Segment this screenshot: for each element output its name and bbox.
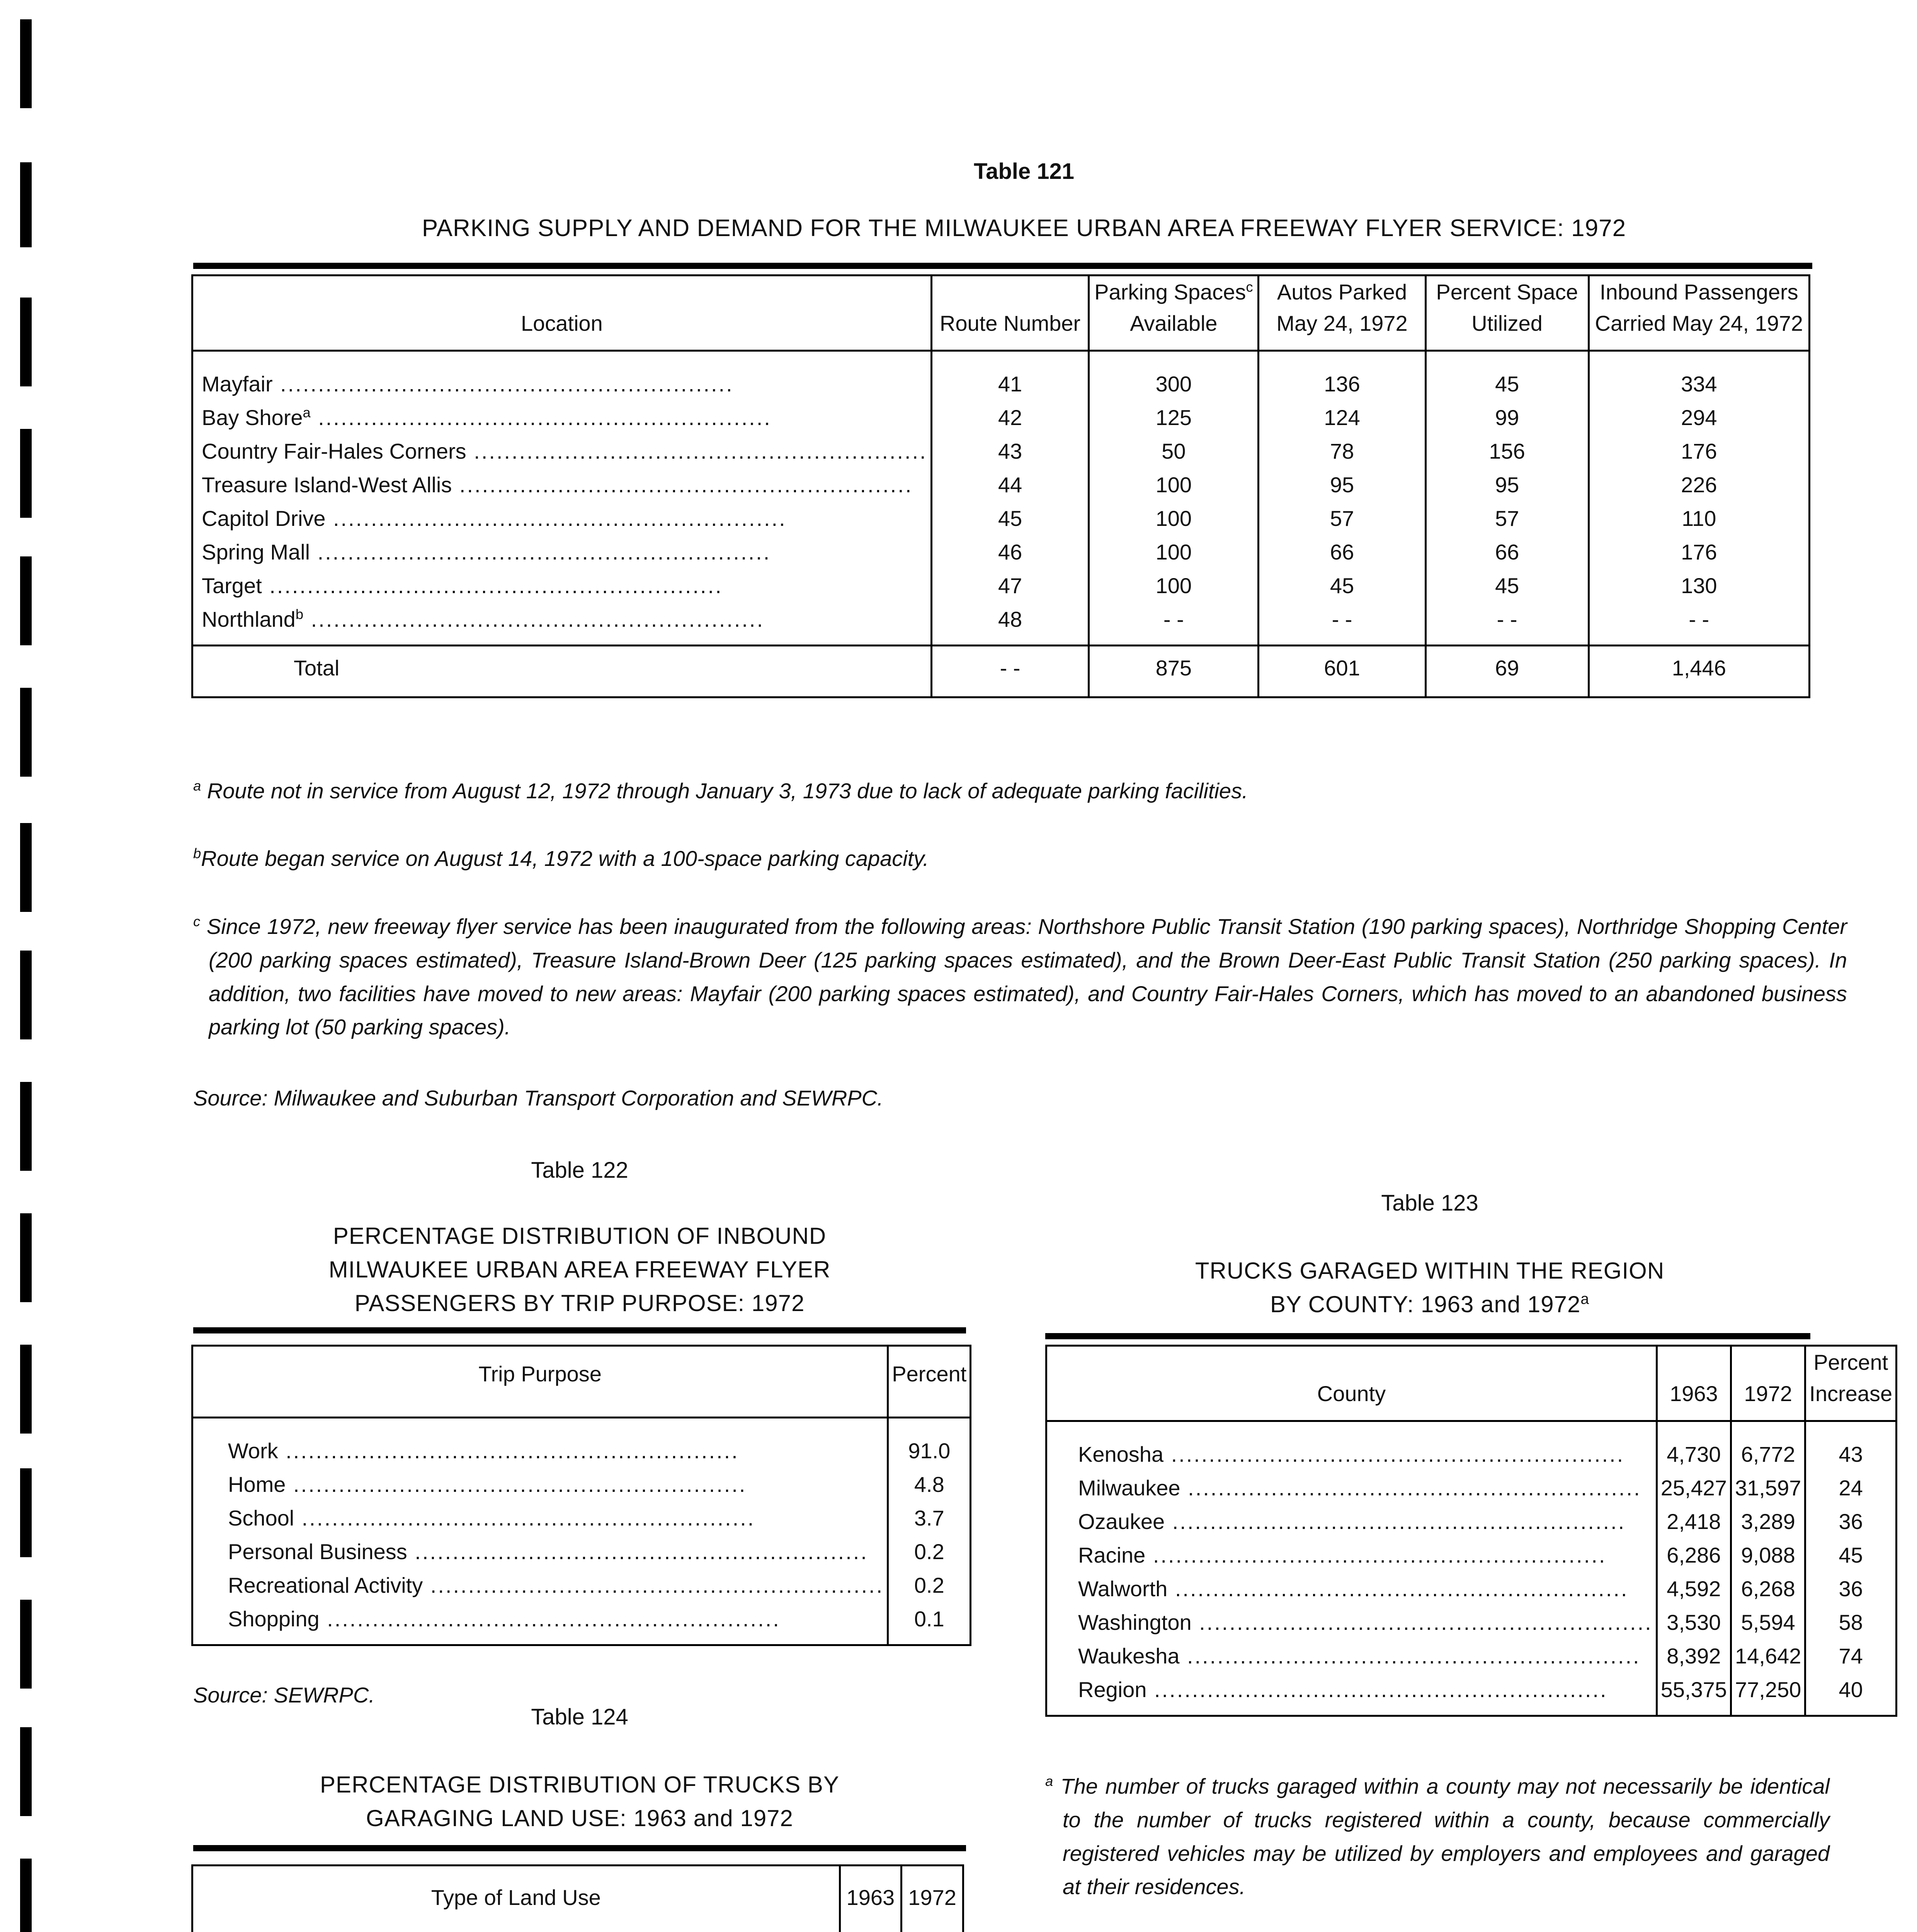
binder-mark bbox=[20, 1213, 32, 1302]
value-1963-cell: 4,592 bbox=[1657, 1572, 1731, 1605]
route-cell: 47 bbox=[931, 569, 1089, 602]
value-1963-cell: 4,730 bbox=[1657, 1421, 1731, 1471]
binder-mark bbox=[20, 1600, 32, 1689]
location-cell: Target ..... bbox=[202, 573, 723, 598]
autos-cell: 95 bbox=[1259, 468, 1425, 502]
county-cell: Waukesha ..... bbox=[1078, 1644, 1641, 1668]
col-header-county: County bbox=[1046, 1346, 1657, 1421]
table-row bbox=[1046, 1538, 1897, 1572]
county-cell: Walworth ..... bbox=[1078, 1577, 1628, 1601]
binder-mark bbox=[20, 1082, 32, 1171]
route-cell: 48 bbox=[931, 602, 1089, 646]
route-cell: 44 bbox=[931, 468, 1089, 502]
total-percent: 69 bbox=[1425, 646, 1589, 697]
percent-increase-cell: 36 bbox=[1805, 1505, 1897, 1538]
percent-cell: 0.2 bbox=[888, 1535, 971, 1568]
table-121-label: Table 121 bbox=[973, 159, 1075, 184]
table-124-label: Table 124 bbox=[531, 1704, 628, 1730]
total-autos: 601 bbox=[1259, 646, 1425, 697]
table-121-footnote-c: $^c$ Since 1972, new freeway flyer service has been inaugurated from the following areas: Northshore Public Transit Station (190 parking spaces), Northridge Shopping Center (200 parking spaces estimated), Treasure Island-Brown Deer (125 parking spaces estimated), and the Brown Deer-East Public Transit Station (250 parking spaces). In addition, two facilities have moved to new areas: Mayfair (200 parking spaces estimated), and Country Fair-Hales Corners, which has moved to an abandoned business parking lot (50 parking spaces). bbox=[193, 913, 1847, 1039]
autos-cell: 45 bbox=[1259, 569, 1425, 602]
value-1972-cell: 14,642 bbox=[1731, 1639, 1805, 1673]
percent-cell: - - bbox=[1425, 602, 1589, 646]
table-122-label: Table 122 bbox=[531, 1158, 628, 1183]
inbound-cell: 130 bbox=[1589, 569, 1809, 602]
table-121-title: PARKING SUPPLY AND DEMAND FOR THE MILWAUKEE URBAN AREA FREEWAY FLYER SERVICE: 1972 bbox=[422, 215, 1626, 242]
table-121 bbox=[191, 274, 1810, 698]
binder-mark bbox=[20, 19, 32, 108]
county-cell: Milwaukee ..... bbox=[1078, 1476, 1641, 1500]
value-1972-cell: 5,594 bbox=[1731, 1605, 1805, 1639]
spaces-cell: 100 bbox=[1089, 535, 1259, 569]
location-cell: Country Fair-Hales Corners ..... bbox=[202, 439, 927, 463]
table-row bbox=[1046, 1673, 1897, 1716]
autos-cell: - - bbox=[1259, 602, 1425, 646]
inbound-cell: 110 bbox=[1589, 502, 1809, 535]
inbound-cell: 176 bbox=[1589, 434, 1809, 468]
table-row bbox=[192, 351, 1810, 401]
route-cell: 42 bbox=[931, 401, 1089, 434]
value-1972-cell: 6,772 bbox=[1731, 1421, 1805, 1471]
col-header-inbound-passengers: Inbound Passengers Carried May 24, 1972 bbox=[1589, 276, 1809, 351]
table-row bbox=[192, 1535, 971, 1568]
location-cell: Mayfair ..... bbox=[202, 372, 734, 396]
value-1972-cell: 31,597 bbox=[1731, 1471, 1805, 1505]
inbound-cell: 334 bbox=[1589, 351, 1809, 401]
percent-cell: 0.2 bbox=[888, 1568, 971, 1602]
binder-mark bbox=[20, 556, 32, 645]
autos-cell: 78 bbox=[1259, 434, 1425, 468]
inbound-cell: 294 bbox=[1589, 401, 1809, 434]
table-124-rule bbox=[193, 1845, 966, 1851]
county-cell: Kenosha ..... bbox=[1078, 1442, 1624, 1466]
table-row bbox=[192, 502, 1810, 535]
location-cell: Treasure Island-West Allis ..... bbox=[202, 473, 913, 497]
county-cell: Racine ..... bbox=[1078, 1543, 1606, 1567]
col-header-route: Route Number bbox=[931, 276, 1089, 351]
table-124 bbox=[191, 1864, 964, 1932]
table-122 bbox=[191, 1345, 971, 1646]
table-122-rule bbox=[193, 1327, 966, 1333]
binder-mark bbox=[20, 823, 32, 912]
binder-mark bbox=[20, 298, 32, 386]
table-row bbox=[192, 1602, 971, 1645]
table-124-title: PERCENTAGE DISTRIBUTION OF TRUCKS BY GARAGING LAND USE: 1963 and 1972 bbox=[320, 1772, 839, 1831]
table-123-rule bbox=[1045, 1333, 1810, 1339]
percent-cell: 45 bbox=[1425, 569, 1589, 602]
table-121-rule bbox=[193, 263, 1812, 269]
total-row bbox=[192, 646, 1810, 697]
value-1963-cell: 6,286 bbox=[1657, 1538, 1731, 1572]
value-1972-cell: 3,289 bbox=[1731, 1505, 1805, 1538]
table-row bbox=[1046, 1421, 1897, 1471]
percent-cell: 4.8 bbox=[888, 1468, 971, 1501]
table-row bbox=[192, 535, 1810, 569]
table-123 bbox=[1045, 1345, 1897, 1717]
county-cell: Region ..... bbox=[1078, 1677, 1608, 1702]
binder-mark bbox=[20, 688, 32, 777]
col-header-1972: 1972 bbox=[1731, 1346, 1805, 1421]
table-row bbox=[192, 569, 1810, 602]
route-cell: 45 bbox=[931, 502, 1089, 535]
table-row bbox=[1046, 1471, 1897, 1505]
footnote-mark: b bbox=[295, 606, 304, 622]
autos-cell: 124 bbox=[1259, 401, 1425, 434]
col-header-1963: 1963 bbox=[840, 1866, 902, 1932]
purpose-cell: Recreational Activity ..... bbox=[228, 1573, 884, 1597]
total-inbound: 1,446 bbox=[1589, 646, 1809, 697]
binder-mark bbox=[20, 1345, 32, 1434]
spaces-cell: - - bbox=[1089, 602, 1259, 646]
col-header-percent-utilized: Percent Space Utilized bbox=[1425, 276, 1589, 351]
percent-cell: 91.0 bbox=[888, 1418, 971, 1468]
value-1963-cell: 2,418 bbox=[1657, 1505, 1731, 1538]
percent-increase-cell: 45 bbox=[1805, 1538, 1897, 1572]
purpose-cell: Home ..... bbox=[228, 1472, 747, 1497]
total-spaces: 875 bbox=[1089, 646, 1259, 697]
col-header-1972: 1972 bbox=[902, 1866, 963, 1932]
table-122-source: Source: SEWRPC. bbox=[193, 1683, 375, 1707]
binder-mark bbox=[20, 429, 32, 518]
percent-cell: 66 bbox=[1425, 535, 1589, 569]
table-121-footnote-b: $^b$Route began service on August 14, 1972 with a 100-space parking capacity. bbox=[193, 845, 929, 871]
spaces-cell: 100 bbox=[1089, 569, 1259, 602]
percent-cell: 0.1 bbox=[888, 1602, 971, 1645]
table-row bbox=[192, 434, 1810, 468]
route-cell: 46 bbox=[931, 535, 1089, 569]
col-header-percent-increase: Percent Increase bbox=[1805, 1346, 1897, 1421]
table-row bbox=[192, 468, 1810, 502]
table-row bbox=[1046, 1505, 1897, 1538]
table-row bbox=[192, 1418, 971, 1468]
col-header-1963: 1963 bbox=[1657, 1346, 1731, 1421]
percent-cell: 156 bbox=[1425, 434, 1589, 468]
value-1963-cell: 8,392 bbox=[1657, 1639, 1731, 1673]
county-cell: Ozaukee ..... bbox=[1078, 1509, 1626, 1534]
value-1963-cell: 25,427 bbox=[1657, 1471, 1731, 1505]
col-header-percent: Percent bbox=[888, 1346, 971, 1418]
value-1963-cell: 3,530 bbox=[1657, 1605, 1731, 1639]
percent-increase-cell: 74 bbox=[1805, 1639, 1897, 1673]
table-122-title: PERCENTAGE DISTRIBUTION OF INBOUND MILWAUKEE URBAN AREA FREEWAY FLYER PASSENGERS BY TRIP PURPOSE: 1972 bbox=[328, 1223, 831, 1316]
location-cell: Capitol Drive ..... bbox=[202, 506, 787, 531]
inbound-cell: - - bbox=[1589, 602, 1809, 646]
table-123-footnote-a: $^a$ The number of trucks garaged within a county may not necessarily be identical to the number of trucks registered within a county, because commercially registered vehicles may be utilized by employers and employees and garaged at their residences. bbox=[1045, 1773, 1830, 1899]
percent-increase-cell: 58 bbox=[1805, 1605, 1897, 1639]
binder-mark bbox=[20, 162, 32, 247]
binder-mark bbox=[20, 951, 32, 1039]
table-row bbox=[1046, 1639, 1897, 1673]
percent-cell: 3.7 bbox=[888, 1501, 971, 1535]
col-header-land-use: Type of Land Use bbox=[192, 1866, 840, 1932]
autos-cell: 57 bbox=[1259, 502, 1425, 535]
spaces-cell: 50 bbox=[1089, 434, 1259, 468]
table-121-source: Source: Milwaukee and Suburban Transport Corporation and SEWRPC. bbox=[193, 1086, 883, 1110]
table-123-label: Table 123 bbox=[1381, 1190, 1478, 1216]
table-123-title: TRUCKS GARAGED WITHIN THE REGION BY COUNTY: 1963 and 1972$^a$ bbox=[1195, 1258, 1665, 1317]
percent-cell: 57 bbox=[1425, 502, 1589, 535]
county-cell: Washington ..... bbox=[1078, 1610, 1653, 1634]
table-121-footnote-a: $^a$ Route not in service from August 12, 1972 through January 3, 1973 due to lack of adequate parking facilities. bbox=[193, 777, 1248, 803]
value-1963-cell: 55,375 bbox=[1657, 1673, 1731, 1716]
spaces-cell: 100 bbox=[1089, 502, 1259, 535]
value-1972-cell: 77,250 bbox=[1731, 1673, 1805, 1716]
location-cell: Bay Shore bbox=[202, 405, 303, 430]
percent-cell: 95 bbox=[1425, 468, 1589, 502]
col-header-trip-purpose: Trip Purpose bbox=[192, 1346, 888, 1418]
footnote-mark: a bbox=[303, 405, 311, 421]
table-row bbox=[192, 602, 1810, 646]
table-row bbox=[1046, 1605, 1897, 1639]
purpose-cell: School ..... bbox=[228, 1506, 755, 1530]
table-row bbox=[192, 1501, 971, 1535]
total-route: - - bbox=[931, 646, 1089, 697]
percent-increase-cell: 40 bbox=[1805, 1673, 1897, 1716]
route-cell: 41 bbox=[931, 351, 1089, 401]
location-cell: Spring Mall ..... bbox=[202, 540, 771, 564]
binder-mark bbox=[20, 1727, 32, 1816]
purpose-cell: Shopping ..... bbox=[228, 1607, 781, 1631]
table-row bbox=[1046, 1572, 1897, 1605]
table-row bbox=[192, 1568, 971, 1602]
total-label: Total bbox=[192, 646, 932, 697]
spaces-cell: 100 bbox=[1089, 468, 1259, 502]
percent-cell: 99 bbox=[1425, 401, 1589, 434]
percent-increase-cell: 24 bbox=[1805, 1471, 1897, 1505]
spaces-cell: 300 bbox=[1089, 351, 1259, 401]
table-row bbox=[192, 1468, 971, 1501]
value-1972-cell: 6,268 bbox=[1731, 1572, 1805, 1605]
autos-cell: 136 bbox=[1259, 351, 1425, 401]
percent-increase-cell: 36 bbox=[1805, 1572, 1897, 1605]
percent-cell: 45 bbox=[1425, 351, 1589, 401]
col-header-location: Location bbox=[192, 276, 932, 351]
autos-cell: 66 bbox=[1259, 535, 1425, 569]
route-cell: 43 bbox=[931, 434, 1089, 468]
purpose-cell: Personal Business ..... bbox=[228, 1539, 868, 1564]
location-cell: Northland bbox=[202, 607, 296, 632]
binder-mark bbox=[20, 1468, 32, 1557]
col-header-autos-parked: Autos Parked May 24, 1972 bbox=[1259, 276, 1425, 351]
percent-increase-cell: 43 bbox=[1805, 1421, 1897, 1471]
spaces-cell: 125 bbox=[1089, 401, 1259, 434]
col-header-parking-spaces: Parking Spaces$^c$ Available bbox=[1089, 276, 1259, 351]
binder-mark bbox=[20, 1859, 32, 1932]
purpose-cell: Work ..... bbox=[228, 1439, 739, 1463]
table-row bbox=[192, 401, 1810, 434]
value-1972-cell: 9,088 bbox=[1731, 1538, 1805, 1572]
inbound-cell: 226 bbox=[1589, 468, 1809, 502]
inbound-cell: 176 bbox=[1589, 535, 1809, 569]
